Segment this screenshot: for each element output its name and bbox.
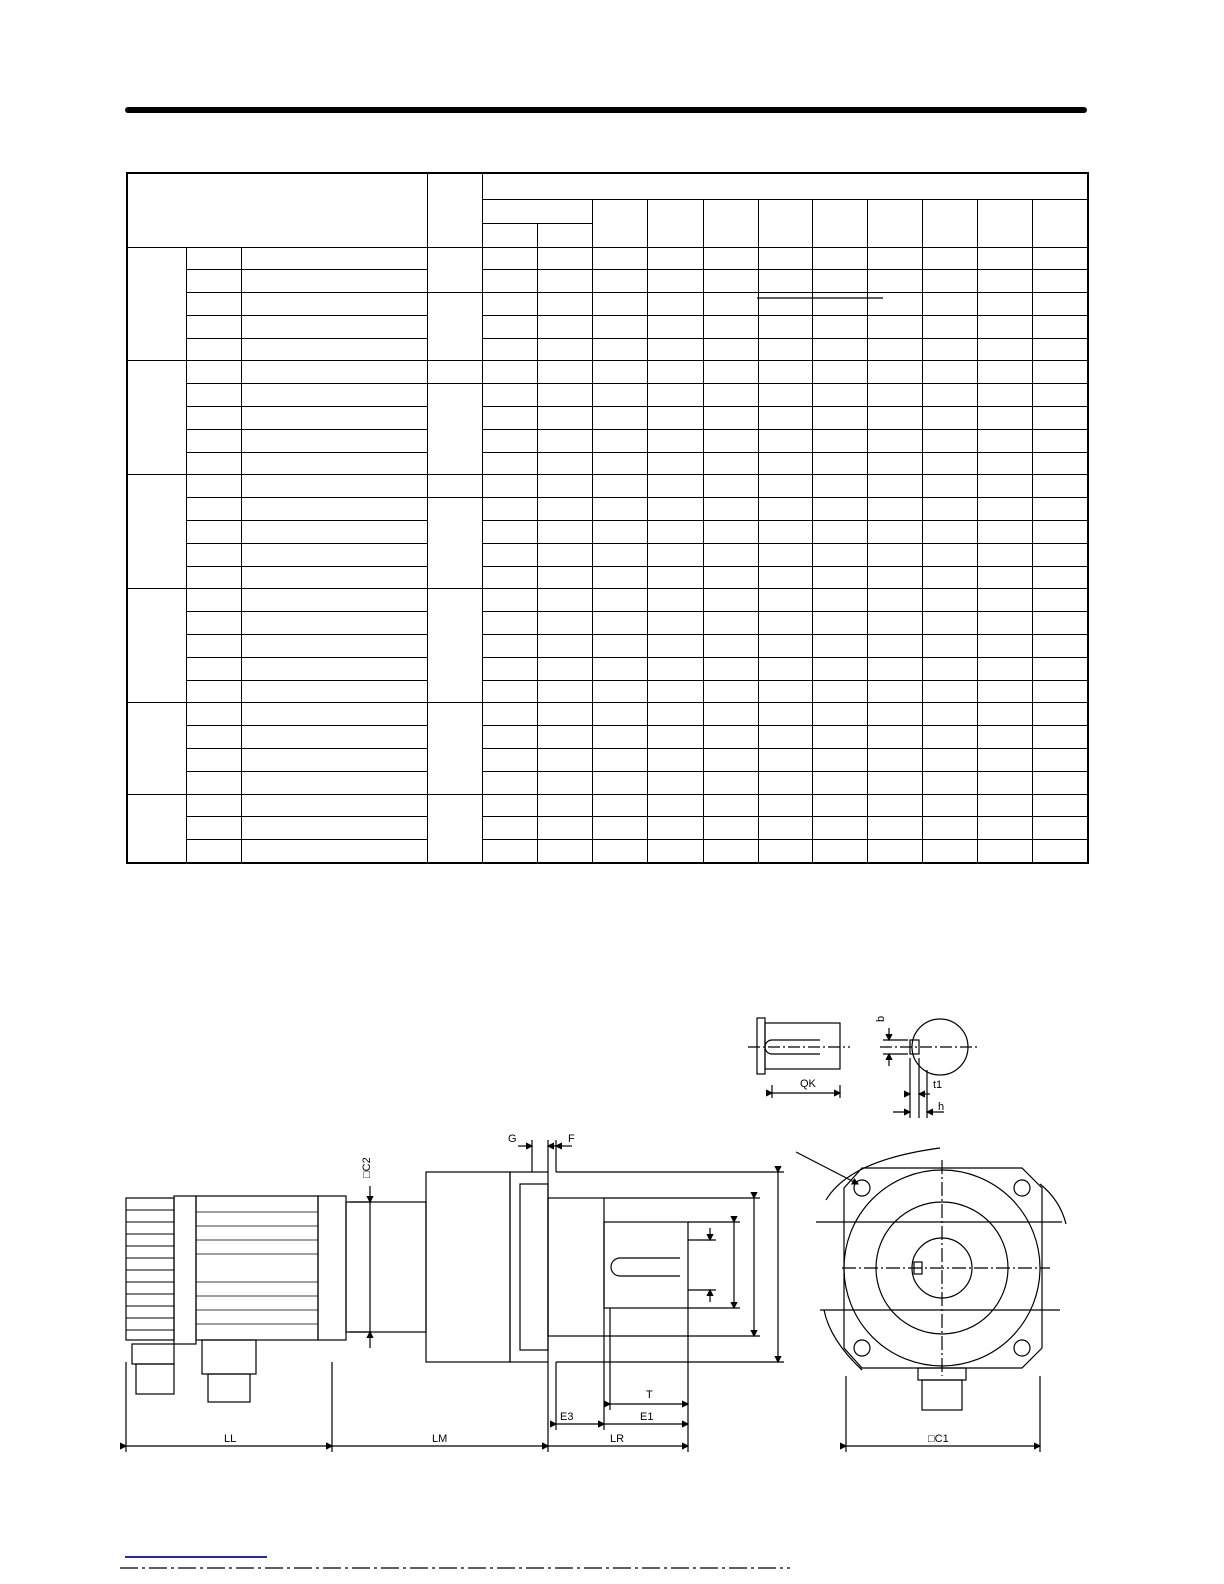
front-view xyxy=(796,1148,1066,1452)
dim-h-label: h xyxy=(938,1101,945,1113)
shaft-key-detail xyxy=(748,298,980,1118)
dim-lm-label: LM xyxy=(432,1433,448,1445)
footer-link-rule xyxy=(125,1556,267,1558)
dim-g-label: G xyxy=(508,1133,517,1145)
dim-t1-label: t1 xyxy=(933,1079,943,1091)
dim-e1-label: E1 xyxy=(640,1411,654,1423)
dim-f-label: F xyxy=(568,1133,575,1145)
side-view xyxy=(0,1140,790,1568)
dim-e3-label: E3 xyxy=(560,1411,574,1423)
dim-b-label: b xyxy=(875,1015,887,1022)
dim-c1-label: □C1 xyxy=(928,1433,949,1445)
dim-lr-label: LR xyxy=(610,1433,625,1445)
dim-t-label: T xyxy=(646,1389,653,1401)
dim-ll-label: LL xyxy=(224,1433,237,1445)
dim-c2-label: □C2 xyxy=(361,1157,373,1178)
dim-qk-label: QK xyxy=(800,1078,816,1090)
